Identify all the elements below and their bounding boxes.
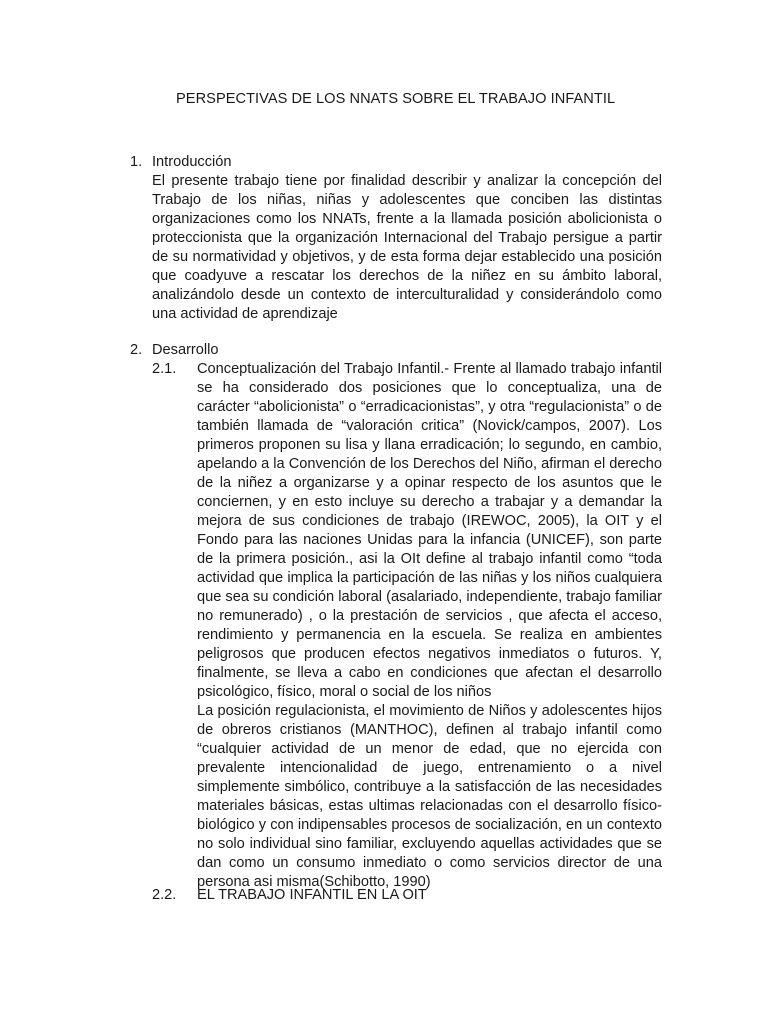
section-desarrollo [130,341,662,360]
subsection-number: 2.1. [152,361,177,377]
subsection-paragraph: La posición regulacionista, el movimiento de Niños y adolescentes hijos de obreros cristianos (MANTHOC), definen al trabajo infantil como “cualquier actividad de un menor de edad, que no ejercida con prevalente intencionalidad de juego, entrenamiento o a nivel simplemente simbólico, contribuye a la satisfacción de las necesidades materiales básicas, estas ultimas relacionadas con el desarrollo físico-biológico y con indipensables procesos de socialización, en un contexto no solo individual sino familiar, excluyendo aquellas actividades que se dan como un consumo inmediato o como servicios director de una persona asi misma(Schibotto, 1990) [197,703,662,890]
section-number: 2. [130,342,143,358]
section-introduccion [130,153,662,324]
section-title: Introducción [152,154,232,170]
subsection-2-2 [152,886,662,905]
subsection-body [197,886,662,905]
subsection-heading: EL TRABAJO INFANTIL EN LA OIT [197,887,427,903]
section-heading [130,341,662,360]
subsection-body [197,360,662,892]
section-heading [130,153,662,172]
document-title: PERSPECTIVAS DE LOS NNATS SOBRE EL TRABAJO INFANTIL [176,91,616,107]
section-number: 1. [130,154,143,170]
subsection-number: 2.2. [152,887,177,903]
subsection-2-1 [152,360,662,892]
section-title: Desarrollo [152,342,219,358]
section-paragraph: El presente trabajo tiene por finalidad describir y analizar la concepción del Trabajo de los niñas, niñas y adolescentes que conciben las distintas organizaciones como los NNATs, frente a la llamada posición abolicionista o proteccionista que la organización Internacional del Trabajo persigue a partir de su normatividad y objetivos, y de esta forma dejar establecido una posición que coadyuve a rescatar los derechos de la niñez en su ámbito laboral, analizándolo desde un contexto de interculturalidad y considerándolo como una actividad de aprendizaje [152,173,662,322]
subsection-paragraph: Conceptualización del Trabajo Infantil.- Frente al llamado trabajo infantil se ha considerado dos posiciones que lo conceptualiza, una de carácter “abolicionista” o “erradicacionistas”, y otra “regulacionista” o de también llamada de “valoración critica” (Novick/campos, 2007). Los primeros proponen su lisa y llana erradicación; lo segundo, en cambio, apelando a la Convención de los Derechos del Niño, afirman el derecho de la niñez a organizarse y a opinar respecto de los asuntos que le conciernen, y en esto incluye su derecho a trabajar y a demandar la mejora de sus condiciones de trabajo (IREWOC, 2005), la OIT y el Fondo para las naciones Unidas para la infancia (UNICEF), son parte de la primera posición., asi la OIt define al trabajo infantil como “toda actividad que implica la participación de las niñas y los niños cualquiera que sea su condición laboral (asalariado, independiente, trabajo familiar no remunerado) , o la prestación de servicios , que afecta el acceso, rendimiento y permanencia en la escuela. Se realiza en ambientes peligrosos que producen efectos negativos inmediatos o futuros. Y, finalmente, se lleva a cabo en condiciones que afectan el desarrollo psicológico, físico, moral o social de los niños [197,361,662,700]
